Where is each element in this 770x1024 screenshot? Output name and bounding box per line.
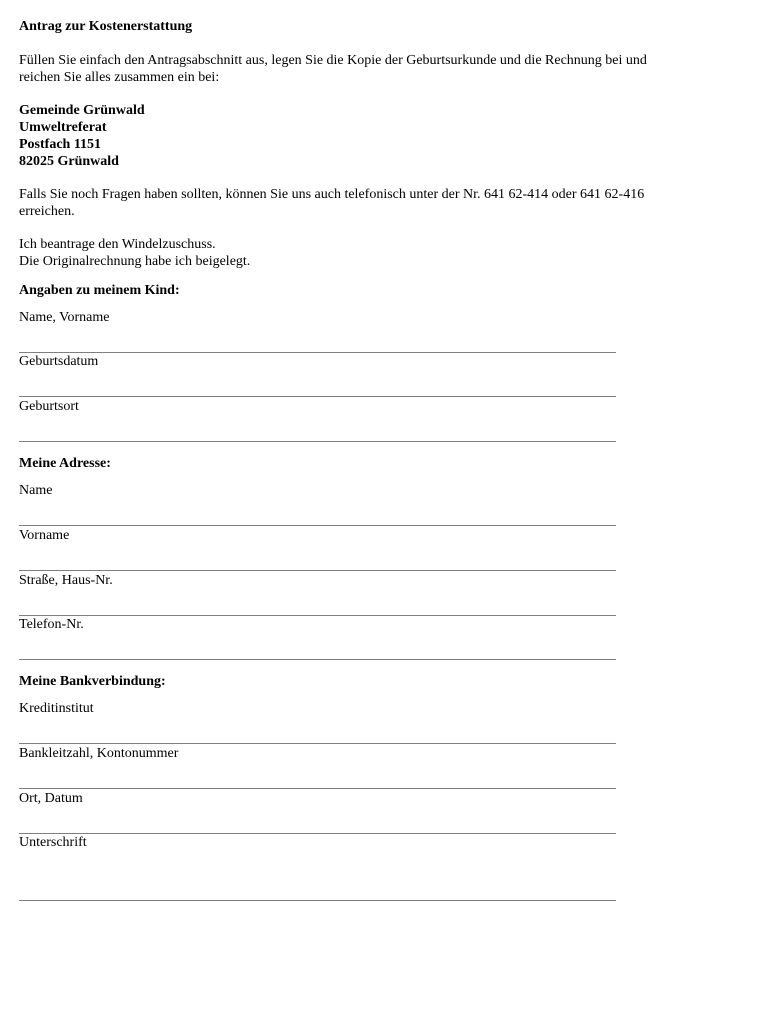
field-line-child-birthdate[interactable] [19, 396, 616, 397]
statement-line-2: Die Originalrechnung habe ich beigelegt. [19, 254, 251, 269]
document-title: Antrag zur Kostenerstattung [19, 19, 193, 34]
field-line-child-birthplace[interactable] [19, 441, 616, 442]
statement-line-1: Ich beantrage den Windelzuschuss. [19, 237, 216, 252]
field-label-place-date: Ort, Datum [19, 791, 83, 806]
field-label-signature: Unterschrift [19, 835, 87, 850]
field-label-child-name: Name, Vorname [19, 310, 110, 325]
field-line-street[interactable] [19, 615, 616, 616]
section-heading-child: Angaben zu meinem Kind: [19, 283, 180, 298]
field-label-street: Straße, Haus-Nr. [19, 573, 113, 588]
field-line-child-name[interactable] [19, 352, 616, 353]
recipient-address-line-3: Postfach 1151 [19, 137, 102, 152]
field-line-phone[interactable] [19, 659, 616, 660]
recipient-address-line-1: Gemeinde Grünwald [19, 103, 145, 118]
field-label-child-birthdate: Geburtsdatum [19, 354, 99, 369]
recipient-address-line-2: Umweltreferat [19, 120, 107, 135]
intro-text-line-1: Füllen Sie einfach den Antragsabschnitt aus, legen Sie die Kopie der Geburtsurkunde und die Rechnung bei und [19, 53, 647, 68]
field-line-first-name[interactable] [19, 570, 616, 571]
contact-text-line-1: Falls Sie noch Fragen haben sollten, können Sie uns auch telefonisch unter der Nr. 641 62-414 oder 641 62-416 [19, 187, 645, 202]
field-label-bank-account: Bankleitzahl, Kontonummer [19, 746, 179, 761]
intro-text-line-2: reichen Sie alles zusammen ein bei: [19, 70, 220, 85]
field-line-place-date[interactable] [19, 833, 616, 834]
field-label-first-name: Vorname [19, 528, 70, 543]
section-heading-address: Meine Adresse: [19, 456, 111, 471]
field-label-bank-institute: Kreditinstitut [19, 701, 94, 716]
field-label-last-name: Name [19, 483, 53, 498]
field-label-phone: Telefon-Nr. [19, 617, 84, 632]
field-line-bank-account[interactable] [19, 788, 616, 789]
field-line-last-name[interactable] [19, 525, 616, 526]
field-line-bank-institute[interactable] [19, 743, 616, 744]
field-label-child-birthplace: Geburtsort [19, 399, 79, 414]
contact-text-line-2: erreichen. [19, 204, 75, 219]
recipient-address-line-4: 82025 Grünwald [19, 154, 119, 169]
field-line-signature[interactable] [19, 900, 616, 901]
section-heading-bank: Meine Bankverbindung: [19, 674, 166, 689]
